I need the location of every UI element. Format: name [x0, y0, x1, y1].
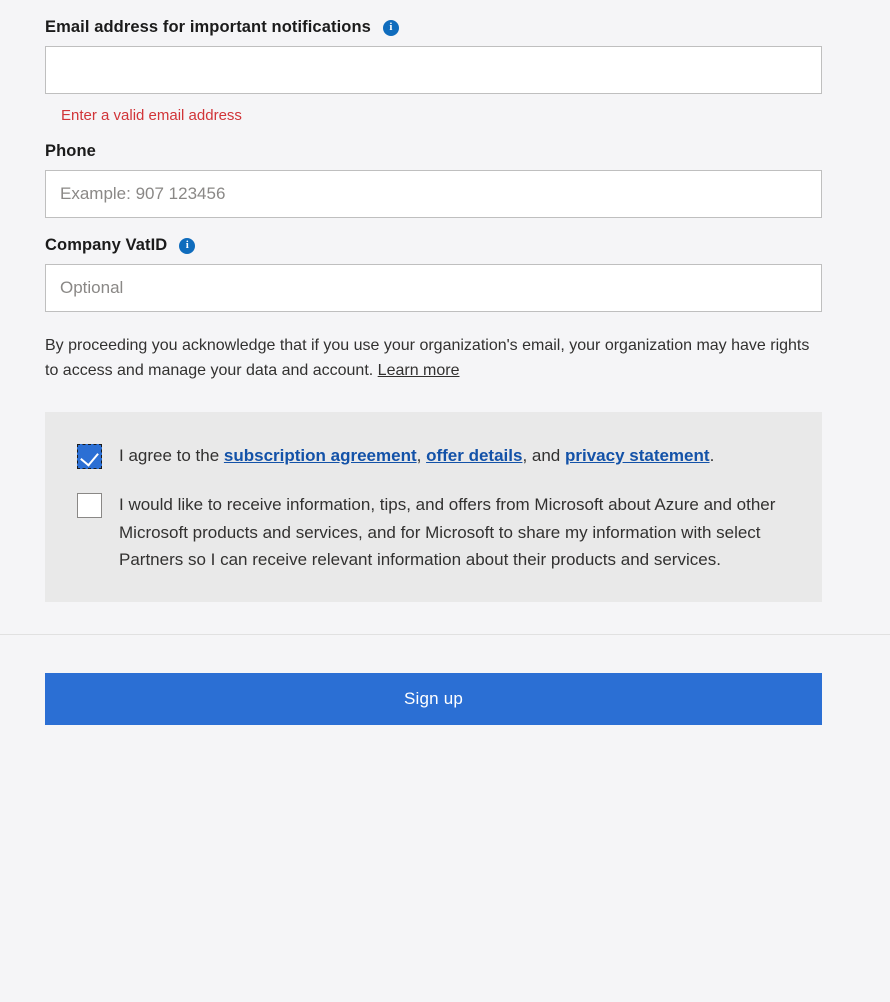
vatid-input[interactable] — [45, 264, 822, 312]
email-error-message: Enter a valid email address — [61, 107, 242, 124]
offer-details-link[interactable]: offer details — [426, 445, 523, 465]
agreement-consent-text — [119, 442, 714, 470]
info-icon[interactable]: i — [383, 20, 399, 36]
info-icon[interactable]: i — [179, 238, 195, 254]
privacy-statement-link[interactable]: privacy statement — [564, 445, 710, 465]
email-field-block — [45, 0, 823, 124]
sign-up-button[interactable]: Sign up — [45, 673, 822, 725]
consent-panel — [45, 412, 822, 602]
marketing-consent-text: I would like to receive information, tips, and offers from Microsoft about Azure and other Microsoft products and services, and for Microsoft to share my information with select Partners so I can receive relevant information about their products and services. — [119, 495, 776, 570]
phone-field-label — [45, 124, 823, 170]
email-input[interactable] — [45, 46, 822, 94]
submit-area — [0, 635, 890, 725]
subscription-agreement-link[interactable]: subscription agreement — [223, 445, 417, 465]
agreement-consent-row — [77, 442, 798, 470]
agreement-text-part2: , — [416, 445, 427, 465]
marketing-checkbox[interactable] — [77, 493, 102, 518]
legal-disclaimer-text: By proceeding you acknowledge that if you use your organization's email, your organization may have rights to access and manage your data and account. — [45, 337, 810, 379]
agreement-text-part4: . — [709, 445, 715, 465]
phone-field-block — [45, 124, 823, 218]
vatid-field-label — [45, 218, 823, 264]
agreement-checkbox[interactable] — [77, 444, 102, 469]
email-label-text: Email address for important notifications — [45, 18, 371, 36]
agreement-text-part1: I agree to the — [119, 445, 224, 465]
marketing-consent-row — [77, 491, 798, 574]
learn-more-link[interactable]: Learn more — [377, 361, 460, 379]
legal-disclaimer — [45, 312, 820, 384]
vatid-field-block — [45, 218, 823, 312]
phone-input[interactable] — [45, 170, 822, 218]
agreement-text-part3: , and — [522, 445, 565, 465]
phone-label-text: Phone — [45, 142, 96, 160]
email-field-label — [45, 0, 823, 46]
vatid-label-text: Company VatID — [45, 236, 168, 254]
